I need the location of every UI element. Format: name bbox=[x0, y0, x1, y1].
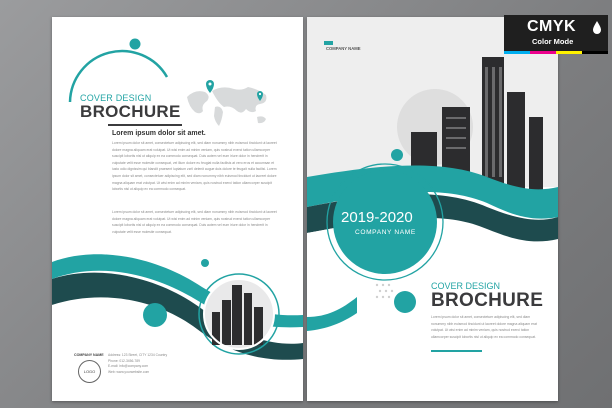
year-circle-dot-shape bbox=[391, 149, 403, 161]
yellow-swatch bbox=[556, 51, 582, 54]
footer-phone: Phone: 012-3456-789 bbox=[108, 358, 140, 363]
magenta-swatch bbox=[530, 51, 556, 54]
year-range: 2019-2020 bbox=[341, 209, 413, 226]
logo-badge bbox=[78, 360, 101, 383]
front-brochure-title: BROCHURE bbox=[431, 290, 544, 311]
black-swatch bbox=[582, 51, 608, 54]
small-teal-circle-shape bbox=[143, 303, 167, 327]
cmyk-badge-subtitle: Color Mode bbox=[532, 37, 574, 46]
footer-contact bbox=[108, 353, 188, 375]
company-label: COMPANY NAME bbox=[326, 46, 361, 51]
company-logo-mark bbox=[324, 41, 333, 45]
cyan-swatch bbox=[504, 51, 530, 54]
footer-email: E-mail: info@company.com bbox=[108, 364, 149, 369]
logo-text: LOGO bbox=[83, 369, 96, 374]
cmyk-badge-title: CMYK bbox=[527, 18, 577, 35]
arc-dot-shape bbox=[130, 39, 141, 50]
brochure-title: BROCHURE bbox=[80, 102, 181, 121]
ink-drop-icon bbox=[592, 20, 602, 34]
cover-design-label: COVER DESIGN bbox=[80, 93, 152, 103]
body-heading: Lorem ipsum dolor sit amet. bbox=[112, 130, 206, 137]
footer-address: Address: 123 Street, CITY 1234 Country bbox=[108, 353, 168, 357]
tiny-teal-dot-shape bbox=[201, 259, 209, 267]
body-paragraph-2: Lorem ipsum dolor sit amet, consectetuer adipiscing elit, sed diam nonummy nibh euismod tincidunt ut laoreet dolore magna aliquam erat volutpat. Ut wisi enim ad minim veniam, quis nostrud exerci tation ullamcorper suscipit lobortis nisl ut aliquip ex ea commodo consequat. Duis autem vel eum iriure dolor in hendrerit in vulputate velit esse molestie consequat. bbox=[112, 210, 277, 234]
right-small-circle-shape bbox=[394, 291, 416, 313]
footer-company-name: COMPANY NAME bbox=[74, 353, 104, 357]
brochure-back-page bbox=[52, 17, 303, 401]
front-cover-design-label: COVER DESIGN bbox=[431, 281, 501, 291]
brochure-front-page bbox=[307, 17, 558, 401]
world-map-shape bbox=[187, 87, 266, 126]
circle-company-name: COMPANY NAME bbox=[355, 229, 416, 236]
cmyk-badge bbox=[504, 15, 608, 54]
front-paragraph: Lorem ipsum dolor sit amet, consectetuer adipiscing elit, sed diam nonummy nibh euismod tincidunt ut laoreet dolore magna aliquam erat volutpat. Ut wisi enim ad minim veniam, quis nostrud exerci tation ullamcorper suscipit lobortis nisl ut aliquip ex ea commodo consequat. bbox=[431, 315, 537, 339]
footer-web: Web: www.yourwebsite.com bbox=[108, 369, 150, 374]
body-paragraph-1: Lorem ipsum dolor sit amet, consectetuer adipiscing elit, sed diam nonummy nibh euismod tincidunt ut laoreet dolore magna aliquam erat volutpat. Ut wisi enim ad minim veniam, quis nostrud exerci tation ullamcorper suscipit lobortis nisl ut aliquip ex ea commodo consequat. Duis autem vel eum iriure dolor in hendrerit in vulputate velit esse molestie consequat, vel illum dolore eu feugiat nulla facilisis at vero eros et accumsan et iusto odio dignissim qui blandit praesent luptatum zzril delenit augue duis dolore te feugait nulla facilisi. Lorem ipsum dolor sit amet, consectetuer adipiscing elit, sed diam nonummy nibh euismod tincidunt ut laoreet dolore magna aliquam erat volutpat. Ut wisi enim ad minim veniam, quis nostrud exerci tation ullamcorper suscipit lobortis nisl ut aliquip ex ea commodo consequat. bbox=[112, 141, 277, 192]
